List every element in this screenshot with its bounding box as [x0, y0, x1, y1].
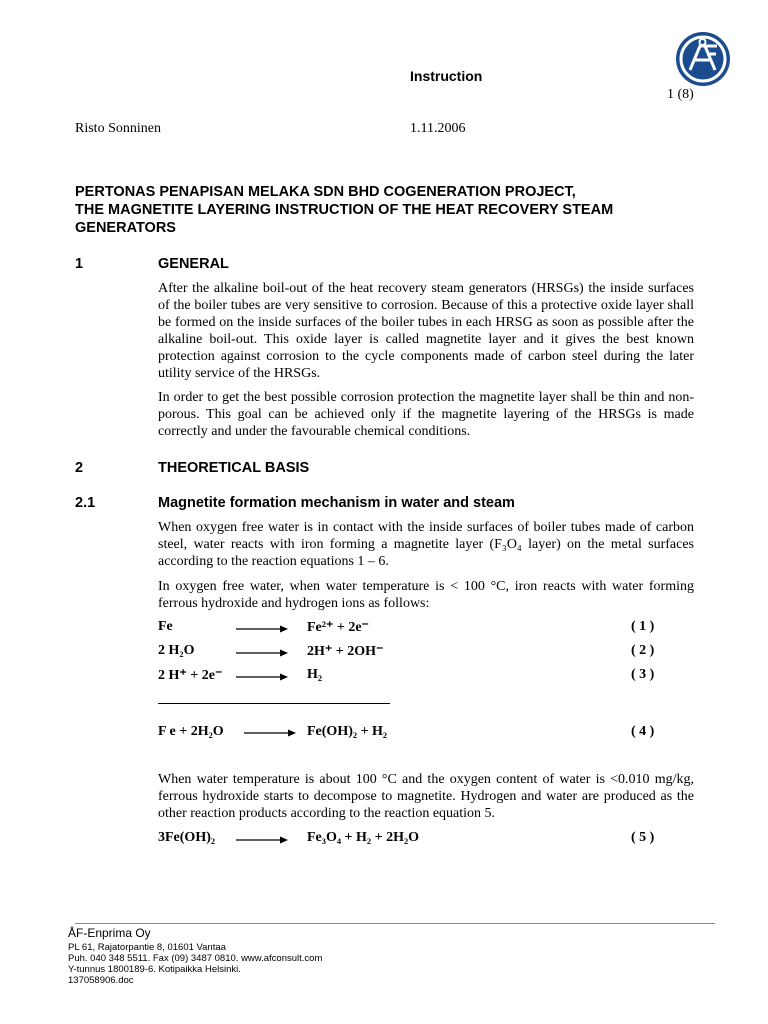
equation-5-right: Fe₃O₄ + H₂ + 2H₂O — [307, 830, 420, 845]
section-2-1-title: Magnetite formation mechanism in water and steam — [158, 495, 515, 511]
page-number: 1 (8) — [667, 87, 694, 102]
arrow-right-icon — [236, 835, 288, 845]
equation-2-number: ( 2 ) — [631, 643, 655, 658]
section-2-1-paragraph-1: When oxygen free water is in contact with the inside surfaces of boiler tubes made of carbon steel, water reacts with iron forming a magnetite layer (F₃O₄ layer) on the metal surfaces according to the reaction equations 1 – 6. — [158, 520, 694, 569]
footer-file-name: 137058906.doc — [68, 975, 134, 986]
footer-phone: Puh. 040 348 5511. Fax (09) 3487 0810. www.afconsult.com — [68, 953, 323, 964]
section-2-title: THEORETICAL BASIS — [158, 460, 310, 476]
footer-rule — [75, 923, 715, 924]
arrow-right-icon — [236, 648, 288, 658]
arrow-right-icon — [236, 624, 288, 634]
equation-1-number: ( 1 ) — [631, 619, 655, 634]
footer-business-id: Y-tunnus 1800189-6. Kotipaikka Helsinki. — [68, 964, 241, 975]
author-name: Risto Sonninen — [75, 121, 161, 136]
footer-address: PL 61, Rajatorpantie 8, 01601 Vantaa — [68, 942, 226, 953]
equation-1-left: Fe — [158, 619, 173, 634]
af-logo — [676, 32, 730, 86]
equation-2-right: 2H⁺ + 2OH⁻ — [307, 644, 384, 659]
section-2-1-number: 2.1 — [75, 495, 96, 511]
equation-3-right: H₂ — [307, 667, 323, 682]
equation-3-left: 2 H⁺ + 2e⁻ — [158, 668, 223, 683]
title-line-3: GENERATORS — [75, 220, 176, 236]
equation-4-left: F e + 2H₂O — [158, 724, 224, 739]
equation-2-left: 2 H₂O — [158, 643, 195, 658]
document-type: Instruction — [410, 68, 483, 84]
document-date: 1.11.2006 — [410, 121, 466, 136]
equation-3-number: ( 3 ) — [631, 667, 655, 682]
footer-company: ÅF-Enprima Oy — [68, 926, 151, 940]
arrow-right-icon — [236, 672, 288, 682]
equation-5-left: 3Fe(OH)₂ — [158, 830, 216, 845]
section-2-1-paragraph-2: In oxygen free water, when water temperature is < 100 °C, iron reacts with water forming ferrous hydroxide and hydrogen ions as follows: — [158, 579, 694, 611]
equation-1-right: Fe²⁺ + 2e⁻ — [307, 620, 369, 635]
section-1-title: GENERAL — [158, 256, 229, 272]
equation-4-right: Fe(OH)₂ + H₂ — [307, 724, 388, 739]
section-2-number: 2 — [75, 460, 84, 476]
section-1-paragraph-2: In order to get the best possible corrosion protection the magnetite layer shall be thin and non-porous. This goal can be achieved only if the magnetite layering of the HRSGs is made correctly and under the favourable chemical conditions. — [158, 390, 694, 439]
equation-5-number: ( 5 ) — [631, 830, 655, 845]
document-title — [75, 183, 715, 237]
equation-sum-rule — [158, 703, 390, 704]
section-1-number: 1 — [75, 256, 84, 272]
af-logo-mark — [676, 32, 730, 86]
title-line-2: THE MAGNETITE LAYERING INSTRUCTION OF THE HEAT RECOVERY STEAM — [75, 202, 614, 218]
arrow-right-icon — [244, 728, 296, 738]
section-2-1-paragraph-3: When water temperature is about 100 °C and the oxygen content of water is <0.010 mg/kg, ferrous hydroxide starts to decompose to magnetite. Hydrogen and water are produced as the other reaction products according to the reaction equation 5. — [158, 772, 694, 821]
title-line-1: PERTONAS PENAPISAN MELAKA SDN BHD COGENERATION PROJECT, — [75, 184, 576, 200]
section-1-paragraph-1: After the alkaline boil-out of the heat recovery steam generators (HRSGs) the inside surfaces of the boiler tubes are very sensitive to corrosion. Because of this a protective oxide layer shall be formed on the inside surfaces of the boiler tubes in each HRSG as soon as possible after the alkaline boil-out. This oxide layer is called magnetite layer and it gives the best known protection against corrosion to the cycle components made of carbon steel during the later utility service of the HRSGs. — [158, 281, 694, 381]
equation-4-number: ( 4 ) — [631, 724, 655, 739]
